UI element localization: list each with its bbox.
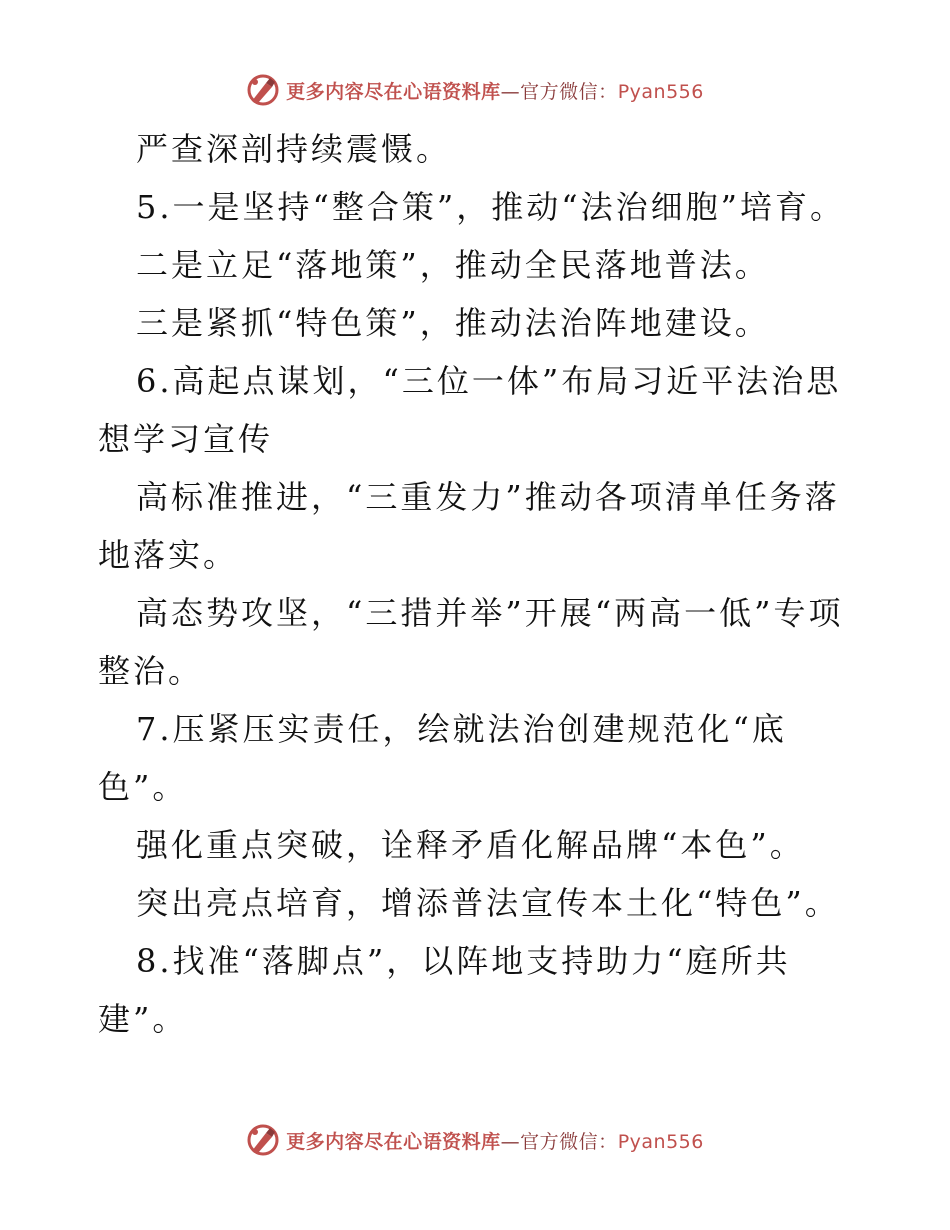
paragraph-7: 高态势攻坚，“三措并举”开展“两高一低”专项整治。 [98,594,844,690]
pen-nib-logo-icon [246,73,280,107]
paragraph-10: 突出亮点培育，增添普法宣传本土化“特色”。 [136,884,840,922]
footer-banner [0,1120,950,1160]
header-site-name: 更多内容尽在心语资料库 [286,80,501,103]
paragraph-3: 二是立足“落地策”，推动全民落地普法。 [136,246,770,284]
paragraph-2: 5.一是坚持“整合策”，推动“法治细胞”培育。 [136,188,845,226]
paragraph-11: 8.找准“落脚点”，以阵地支持助力“庭所共建”。 [98,942,791,1038]
header-wechat-id: Pyan556 [617,80,704,103]
document-body [98,120,858,1048]
paragraph-8: 7.压紧压实责任，绘就法治创建规范化“底色”。 [98,710,787,806]
paragraph-1: 严查深剖持续震慑。 [136,130,452,168]
footer-site-name: 更多内容尽在心语资料库 [286,1130,501,1153]
footer-wechat-label: —官方微信： [500,1130,618,1153]
paragraph-9: 强化重点突破，诠释矛盾化解品牌“本色”。 [136,826,805,864]
paragraph-5: 6.高起点谋划，“三位一体”布局习近平法治思想学习宣传 [98,362,842,458]
header-banner [0,70,950,110]
pen-nib-logo-icon [246,1123,280,1157]
paragraph-4: 三是紧抓“特色策”，推动法治阵地建设。 [136,304,770,342]
footer-wechat-id: Pyan556 [617,1130,704,1153]
header-wechat-label: —官方微信： [500,80,618,103]
paragraph-6: 高标准推进，“三重发力”推动各项清单任务落地落实。 [98,478,840,574]
